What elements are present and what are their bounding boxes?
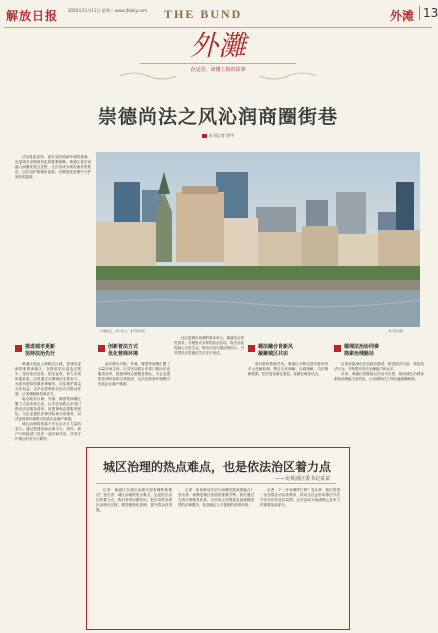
body-column-1 <box>15 362 81 624</box>
interview-subtitle: ——访黄浦区委书记某某 <box>274 476 330 482</box>
brand-calligraphy-text: 外灘 <box>189 29 247 62</box>
lead-paragraph <box>15 155 91 325</box>
subhead-marker <box>15 345 22 352</box>
flourish-left-ornament <box>118 70 178 82</box>
subhead-4 <box>334 343 434 359</box>
body-column-4 <box>248 362 328 442</box>
body-paragraph: 南京路步行街、外滩、豫园等商圈汇聚了大量市场主体。区司法局联合多部门推出法治服务清单，组建律师志愿服务团队，为企业提供法律体检和合规指导，以法治营商环境吸引优质企业落户黄浦。 <box>15 397 81 421</box>
tagline-rule <box>140 63 296 64</box>
newspaper-logo: 解放日报 <box>6 9 59 23</box>
flourish-right-ornament <box>258 70 318 82</box>
subhead-line-2: 探索治理路径 <box>344 351 375 357</box>
lead-text: 法治是更高效、更安全的营商环境的基础，也是城市治理现代化的重要保障。黄浦区将法治融入商圈发展全过程，让法治成为城市最亮的底色，以法治护航城市更新，在精细化管理中守护城市的温度。 <box>15 155 91 179</box>
subhead-3 <box>248 343 348 359</box>
interview-headline: 城区治理的热点难点，也是依法治区着力点 <box>102 460 331 474</box>
masthead <box>4 3 438 28</box>
body-paragraph: 区里持续深化法治政府建设，推进依法行政，规范执法行为，不断提升依法治理能力和水平。 <box>334 362 424 371</box>
interview-rule <box>96 483 336 484</box>
interview-column-3 <box>260 488 340 622</box>
page-number: 13 <box>419 6 438 20</box>
subhead-marker <box>248 345 255 352</box>
brand-calligraphy-logo <box>170 29 266 61</box>
body-paragraph: 城区治理同样离不开社会各方力量的参与。通过搭建协商议事平台，居民、商户与职能部门坐在一起共商共治，共同守护城区的安全与繁华。 <box>15 422 81 441</box>
subhead-line-1: 推进城市更新 <box>25 344 56 350</box>
body-paragraph: 未来，黄浦区将继续以法治为引领，推动城区治理体系和治理能力现代化，让崇德尚法之风吹遍商圈街巷。 <box>334 372 424 381</box>
interview-paragraph: 记者：黄浦区在城区治理方面有哪些新做法？受访者：城区治理的热点难点，也是依法治区的着力点。我们坚持问题导向，把法治贯穿城区治理全过程，推进精细化管理，提升群众获得感。 <box>96 488 172 512</box>
photo-caption: 外滩街区，华灯初上。本刊资料图 <box>100 329 146 333</box>
body-paragraph: 黄浦区地处上海核心区域，是城市更新的重要承载区。在推进旧区改造过程中，坚持依法征收、阳光征收，努力实现和谐征收。区里通过法律顾问全程参与，为居民提供权威法律解答，切实维护群众合法权益。以法治思维和法治方式推动发展，让老城厢焕发新活力。 <box>15 362 81 396</box>
section-title-cn: 外滩 <box>390 9 415 23</box>
body-paragraph: 面对新形势新任务，黄浦区不断完善矛盾纠纷多元化解机制，整合人民调解、行政调解、司法调解资源，把矛盾化解在基层、化解在萌芽状态。 <box>248 362 328 376</box>
body-column-2 <box>98 362 170 442</box>
photo-credit: 本刊资料图 <box>388 329 404 333</box>
interview-paragraph: 记者：下一步有哪些打算？受访者：我们将进一步加强法治宣传教育，推动全社会形成尊法学法守法用法的良好氛围，让法治成为黄浦核心竞争力的重要组成部分。 <box>260 488 340 507</box>
brand-tagline: 在这里，读懂上海的故事 <box>190 67 246 73</box>
body-column-3 <box>174 336 244 442</box>
subhead-line-2: 优化营商环境 <box>108 351 139 357</box>
skyline-illustration <box>96 152 420 327</box>
subhead-line-1: 创新普法方式 <box>108 344 139 350</box>
subhead-line-2: 坚持法治先行 <box>25 351 56 357</box>
issue-info: 2020年11月11日 星期三 www.jfdaily.com <box>68 8 147 13</box>
subhead-marker <box>98 345 105 352</box>
subhead-line-1: 德法融合育新风 <box>258 344 294 350</box>
body-paragraph: 南京路步行街、外滩、豫园等商圈汇聚了大量市场主体。区司法局联合多部门推出法治服务清单，组建律师志愿服务团队，为企业提供法律体检和合规指导，以法治营商环境吸引优质企业落户黄浦。 <box>98 362 170 386</box>
interview-column-2 <box>178 488 254 622</box>
article-byline: 本刊记者 徐甲 <box>170 133 266 139</box>
subhead-line-1: 德理法治协同奏 <box>344 344 380 350</box>
bund-skyline-photo <box>96 152 420 327</box>
subhead-marker <box>334 345 341 352</box>
interview-column-1 <box>96 488 172 622</box>
section-title-en: THE BUND <box>164 7 243 21</box>
article-headline: 崇德尚法之风沁润商圈街巷 <box>97 106 338 128</box>
body-paragraph: 社区是城市治理的基本单元。街道结合居民需求，开展形式多样的普法活动，将法治宣传融入日常生活，推动法治与德治相结合，引导居民自觉遵法学法守法用法。 <box>174 336 244 355</box>
subhead-line-2: 凝聚城区共识 <box>258 351 289 357</box>
interview-paragraph: 记者：如何推动法治与商圈发展深度融合？受访者：商圈是城区发展的重要引擎。我们通过完善法律服务体系，为市场主体提供更加便捷高效的法律服务，营造稳定公平透明的营商环境。 <box>178 488 254 507</box>
